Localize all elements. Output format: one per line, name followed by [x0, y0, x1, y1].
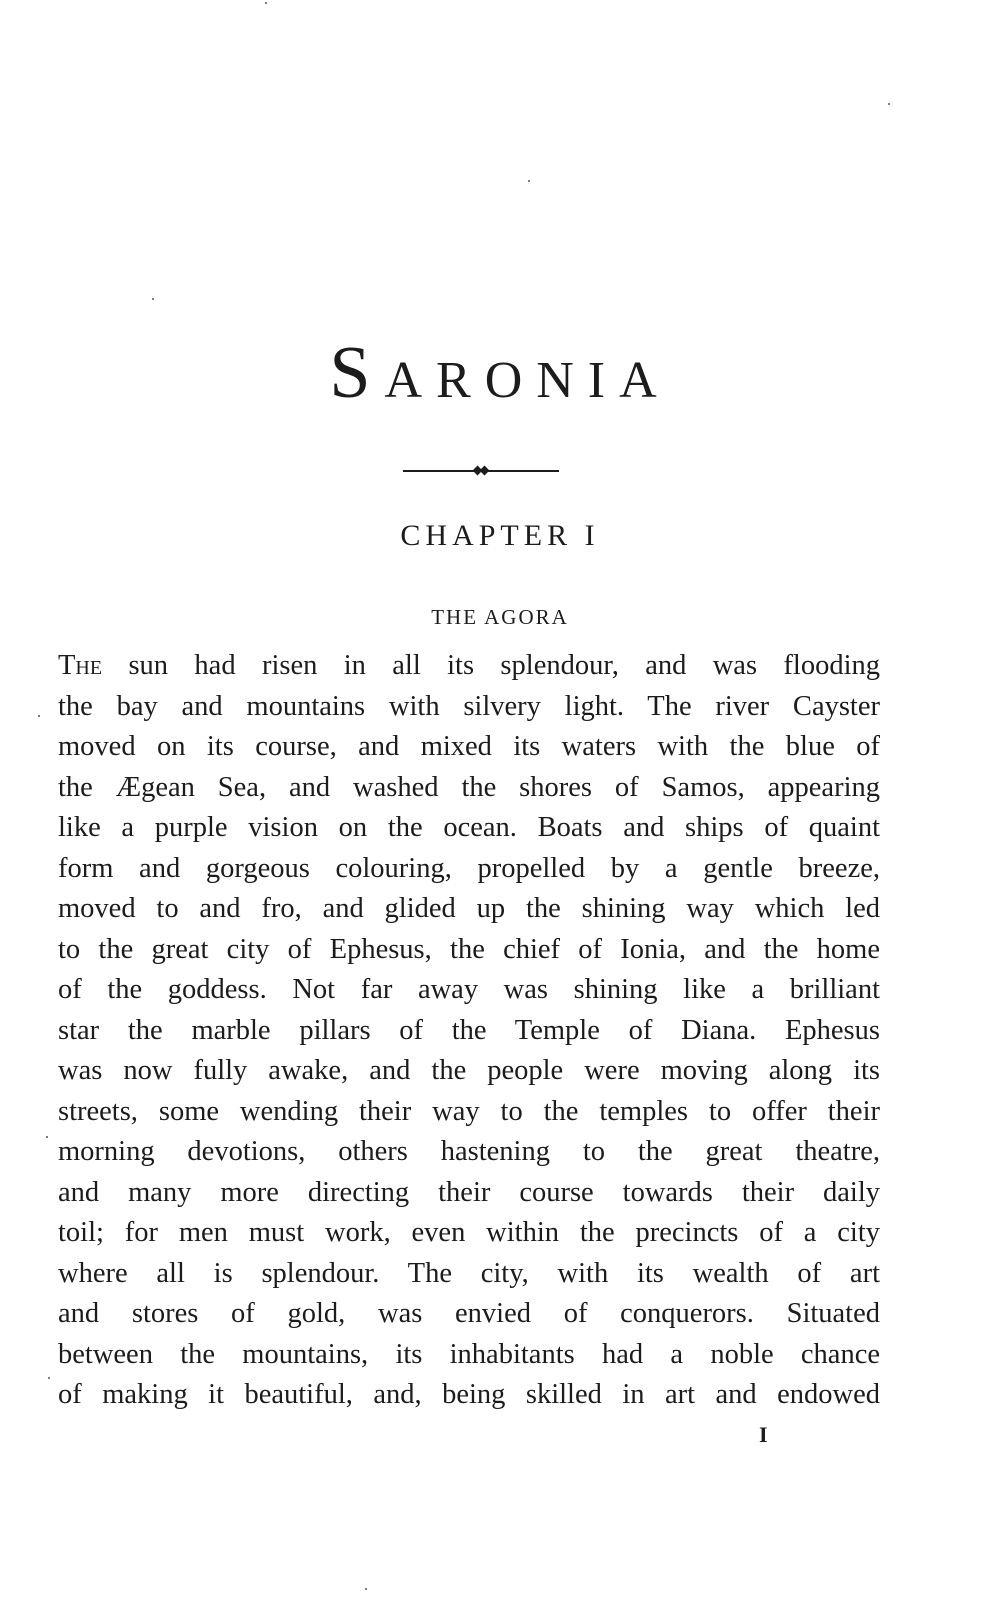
text-line: and stores of gold, was envied of conquerors. Situated — [58, 1298, 880, 1329]
text-line: form and gorgeous colouring, propelled by a gentle breeze, — [58, 852, 880, 884]
ornament-diamond — [480, 466, 490, 476]
text-line: morning devotions, others hastening to the great theatre, — [58, 1136, 880, 1167]
scan-speck — [46, 1136, 48, 1138]
text-line: moved on its course, and mixed its waters with the blue of — [58, 731, 880, 762]
text-line: between the mountains, its inhabitants had a noble chance — [58, 1338, 880, 1370]
body-paragraph — [58, 646, 880, 1416]
scan-speck — [38, 715, 40, 717]
chapter-subtitle: THE AGORA — [431, 605, 569, 629]
scan-speck — [365, 1588, 367, 1590]
scan-speck — [888, 103, 890, 105]
text-line: where all is splendour. The city, with its wealth of art — [58, 1257, 880, 1289]
title-rest: ARONIA — [384, 352, 671, 409]
scan-speck — [528, 180, 530, 182]
text-line — [58, 646, 880, 687]
text-line: and many more directing their course towards their daily — [58, 1176, 880, 1208]
text-line: the bay and mountains with silvery light. The river Cayster — [58, 690, 880, 722]
text-line: was now fully awake, and the people were moving along its — [58, 1055, 880, 1086]
text-line: toil; for men must work, even within the precincts of a city — [58, 1217, 880, 1248]
title-ornament-rule — [403, 466, 559, 476]
scan-speck — [48, 1377, 50, 1379]
scan-speck — [265, 2, 267, 4]
text-line: to the great city of Ephesus, the chief of Ionia, and the home — [58, 933, 880, 965]
text-line: star the marble pillars of the Temple of Diana. Ephesus — [58, 1014, 880, 1046]
scan-speck — [152, 298, 154, 300]
page-number: I — [759, 1422, 768, 1447]
text-line: of making it beautiful, and, being skilled in art and endowed — [58, 1379, 880, 1410]
book-title — [0, 332, 1000, 414]
text-line: the Ægean Sea, and washed the shores of Samos, appearing — [58, 771, 880, 803]
chapter-heading: CHAPTER I — [400, 519, 600, 552]
text-line: streets, some wending their way to the temples to offer their — [58, 1095, 880, 1127]
text-line-content: sun had risen in all its splendour, and was flooding — [102, 650, 880, 681]
text-line: like a purple vision on the ocean. Boats and ships of quaint — [58, 812, 880, 843]
opening-word: The — [58, 650, 103, 681]
text-line: moved to and fro, and glided up the shining way which led — [58, 893, 880, 924]
text-line: of the goddess. Not far away was shining like a brilliant — [58, 974, 880, 1005]
title-initial: S — [329, 332, 385, 414]
